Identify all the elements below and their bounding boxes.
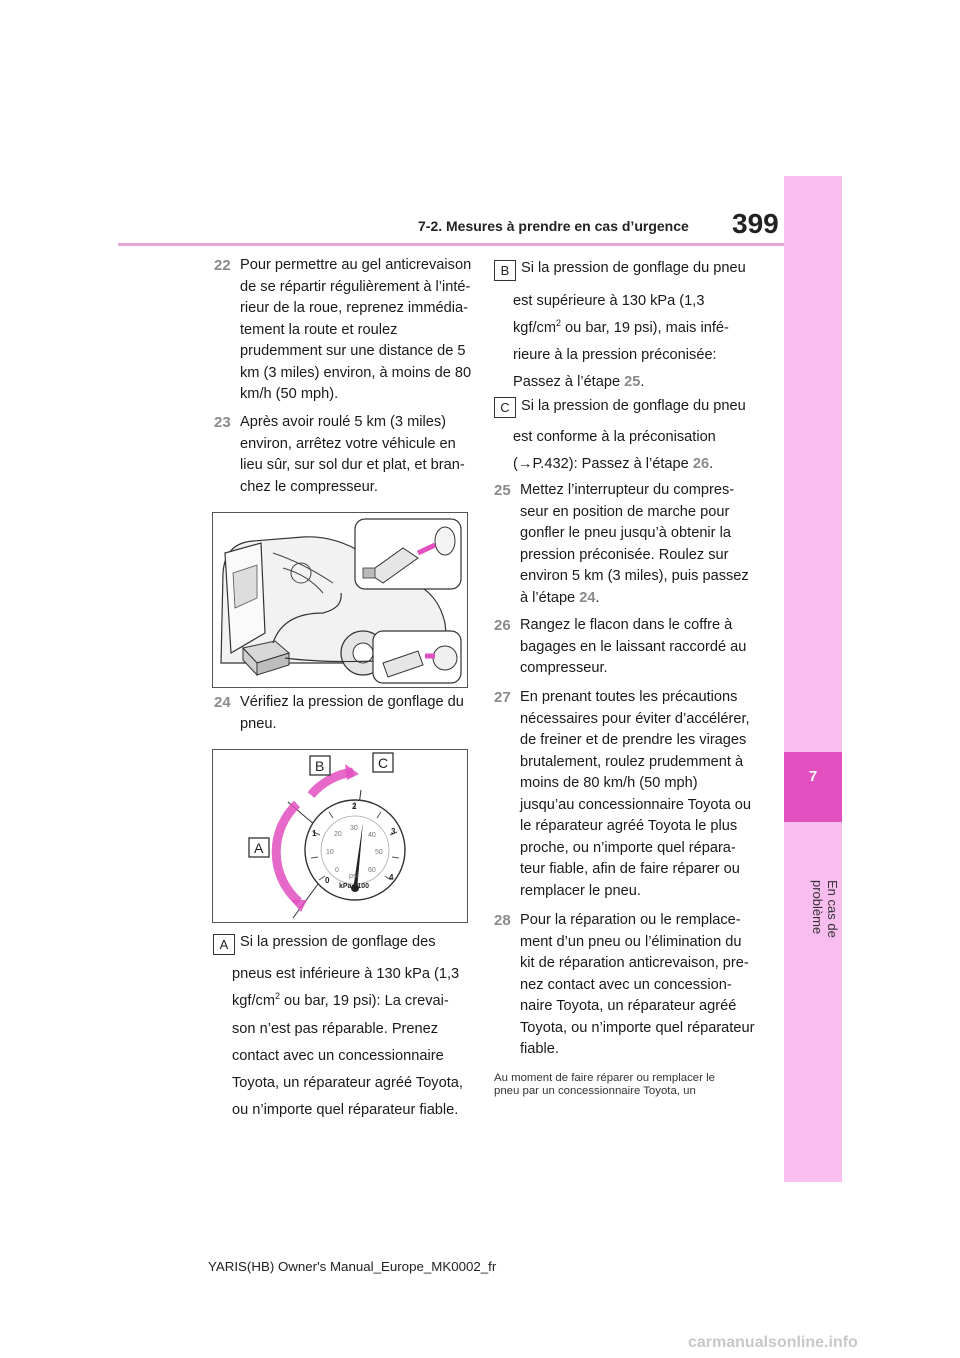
text-line: son n’est pas réparable. Prenez [232, 1020, 439, 1037]
page-number: 399 [732, 208, 779, 239]
text-line [513, 315, 773, 342]
text-line: contact avec un concessionnaire [232, 1047, 444, 1064]
text-line [513, 451, 773, 478]
step-number: 26 [494, 617, 511, 634]
gauge-outer-label: 0 [325, 876, 330, 885]
text-line: proche, ou n’importe quel répara- [520, 839, 736, 856]
text-line: Rangez le flacon dans le coffre à [520, 617, 733, 633]
header-rule [118, 243, 784, 246]
text-line: chez le compresseur. [240, 478, 378, 495]
text-line: ment d’un pneu ou l’élimination du [520, 933, 742, 950]
text-line: de se répartir régulièrement à l’inté- [240, 278, 471, 295]
text-run: . [709, 456, 714, 472]
gauge-inner-label: 0 [335, 867, 339, 874]
note-text [494, 1072, 764, 1098]
text-line: Vérifiez la pression de gonflage du [240, 694, 464, 710]
watermark: carmanualsonline.info [688, 1334, 858, 1351]
label-box-a: A [213, 934, 235, 955]
text-line: Après avoir roulé 5 km (3 miles) [240, 414, 446, 430]
text-line: Pour permettre au gel anticrevaison [240, 257, 472, 273]
text-line: environ 5 km (3 miles), puis passez [520, 568, 749, 584]
text-run: . [595, 589, 600, 606]
text-run: (→P.432): Passez à l’étape [513, 456, 693, 472]
text-run: à l’étape [520, 589, 580, 606]
gauge-outer-label: 3 [391, 827, 396, 836]
gauge-unit-psi: psi [349, 873, 358, 880]
superscript: 2 [555, 318, 561, 329]
text-line: Pour la réparation ou le remplace- [520, 912, 741, 928]
text-line: nez contact avec un concession- [520, 976, 732, 993]
gauge-inner-label: 30 [350, 825, 358, 832]
text-line: fiable. [520, 1041, 559, 1057]
text-line: tement la route et roulez [240, 321, 398, 338]
gauge-outer-label: 2 [352, 802, 357, 811]
text-line: le réparateur agréé Toyota le plus [520, 818, 738, 834]
step-number: 24 [214, 694, 231, 711]
text-line: En prenant toutes les précautions [520, 689, 738, 705]
text-line: bagages en le laissant raccordé au [520, 638, 747, 655]
text-line: remplacer le pneu. [520, 882, 641, 899]
step-number: 28 [494, 912, 511, 929]
gauge-inner-label: 20 [334, 831, 342, 838]
text-line: Au moment de faire réparer ou remplacer le [494, 1072, 715, 1084]
text-line: kit de réparation anticrevaison, pre- [520, 955, 749, 971]
step-number: 23 [214, 414, 231, 431]
text-line [513, 369, 773, 396]
text-line: est conforme à la préconisation [513, 429, 716, 445]
text-line: lieu sûr, sur sol dur et plat, et bran- [240, 457, 465, 473]
text-line: pneu par un concessionnaire Toyota, un [494, 1085, 696, 1097]
step-number: 25 [494, 482, 511, 499]
text-line: gonfler le pneu jusqu’à obtenir la [520, 525, 731, 541]
text-line: rieur de la roue, reprenez immédia- [240, 300, 468, 316]
box-c-first-line: Si la pression de gonflage du pneu [521, 398, 746, 414]
step-reference: 26 [692, 456, 710, 472]
text-line: pression préconisée. Roulez sur [520, 546, 729, 563]
gauge-outer-label: 1 [312, 829, 317, 838]
label-box-b: B [494, 260, 516, 281]
text-line: Mettez l’interrupteur du compres- [520, 482, 735, 498]
step-number: 22 [214, 257, 231, 274]
superscript: 2 [274, 991, 280, 1002]
box-a-first-line: Si la pression de gonflage des [240, 934, 436, 950]
text-line: teur fiable, afin de faire réparer ou [520, 861, 740, 877]
gauge-outer-label: 4 [389, 873, 394, 882]
text-line: Toyota, ou n’importe quel réparateur [520, 1019, 755, 1036]
text-line: pneu. [240, 715, 277, 732]
label-box-c: C [494, 397, 516, 418]
chapter-number: 7 [808, 768, 818, 785]
text-line [520, 588, 770, 610]
gauge-letter-c: C [378, 755, 389, 771]
text-line: de freiner et de prendre les virages [520, 732, 747, 748]
gauge-inner-label: 50 [375, 849, 383, 856]
text-line: naire Toyota, un réparateur agréé [520, 998, 737, 1014]
step-reference: 24 [579, 589, 596, 606]
text-line: pneus est inférieure à 130 kPa (1,3 [232, 966, 460, 982]
text-line: Toyota, un réparateur agréé Toyota, [232, 1075, 463, 1092]
text-line: est supérieure à 130 kPa (1,3 [513, 293, 705, 309]
footer-manual-id: YARIS(HB) Owner's Manual_Europe_MK0002_fr [208, 1259, 497, 1274]
text-line: km/h (50 mph). [240, 386, 339, 402]
gauge-inner-label: 10 [326, 849, 334, 856]
text-run: kgf/cm [513, 320, 556, 336]
compressor-connection-figure [212, 512, 468, 688]
car-compressor-illustration [213, 513, 467, 687]
text-run: Passez à l’étape [513, 374, 625, 390]
pressure-gauge-illustration [213, 750, 467, 922]
chapter-label: En cas de problème [810, 880, 840, 938]
gauge-unit-kpa: kPa x100 [339, 883, 369, 890]
section-title: 7-2. Mesures à prendre en cas d’urgence [418, 218, 689, 234]
box-c-description [513, 424, 773, 478]
step-reference: 25 [624, 374, 641, 390]
text-line: seur en position de marche pour [520, 503, 730, 520]
gauge-letter-a: A [254, 840, 264, 856]
gauge-inner-label: 60 [368, 867, 376, 874]
text-line: nécessaires pour éviter d’accélérer, [520, 710, 750, 727]
chapter-side-tab [784, 176, 842, 1182]
box-b-first-line: Si la pression de gonflage du pneu [521, 260, 746, 276]
text-run: ou bar, 19 psi), mais infé- [561, 320, 729, 336]
text-line: km (3 miles) environ, à moins de 80 [240, 364, 472, 381]
text-run: ou bar, 19 psi): La crevai- [280, 993, 449, 1010]
text-line: prudemment sur une distance de 5 [240, 343, 466, 359]
step-number: 27 [494, 689, 511, 706]
text-line: jusqu’au concessionnaire Toyota ou [520, 796, 751, 813]
pressure-gauge-figure [212, 749, 468, 923]
text-line: ou n’importe quel réparateur fiable. [232, 1102, 459, 1119]
text-line: brutalement, roulez prudemment à [520, 753, 744, 770]
text-line: compresseur. [520, 660, 608, 676]
chapter-number-box [784, 752, 842, 822]
text-line: moins de 80 km/h (50 mph) [520, 775, 698, 791]
box-b-description [513, 288, 773, 396]
text-line [232, 988, 482, 1015]
text-line: rieure à la pression préconisée: [513, 347, 717, 363]
text-run: kgf/cm [232, 993, 275, 1010]
box-a-description [232, 961, 482, 1125]
gauge-letter-b: B [315, 758, 325, 774]
text-run: . [640, 374, 645, 390]
text-line: environ, arrêtez votre véhicule en [240, 435, 456, 452]
gauge-inner-label: 40 [368, 832, 376, 839]
